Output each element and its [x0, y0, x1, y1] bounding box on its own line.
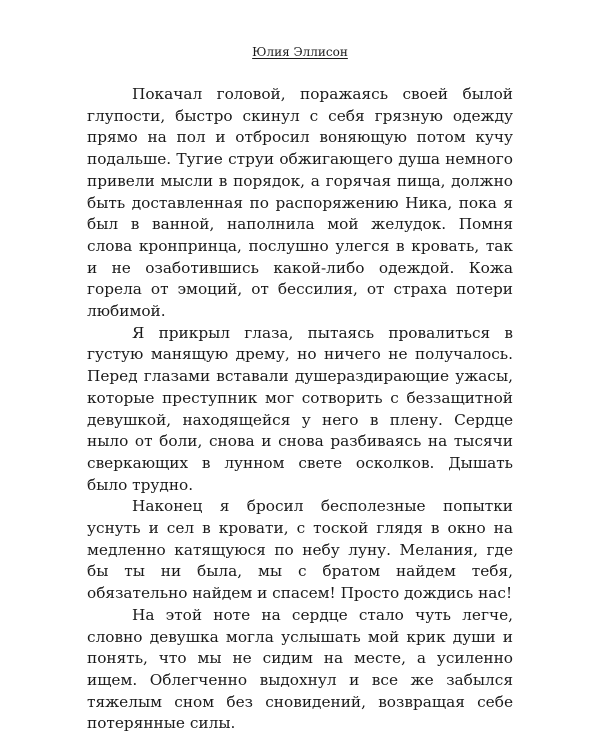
paragraph-4: На этой ноте на сердце стало чуть легче, словно девушка могла услышать мой крик души и понять, что мы не сидим на месте, а усиленно ищем. Облегченно выдохнул и все же забылся тяжелым сном без сновидений, возвращая себе потерянные силы.	[87, 605, 513, 733]
running-header-author: Юлия Эллисон	[252, 45, 348, 59]
paragraph-3: Наконец я бросил бесполезные попытки уснуть и сел в кровати, с тоской глядя в окно на медленно катящуюся по небу луну. Мелания, где бы ты ни была, мы с братом найдем тебя, обязательно найдем и спасем! Просто дождись нас!	[87, 497, 513, 603]
paragraph-1: Покачал головой, поражаясь своей былой глупости, быстро скинул с себя грязную одежду прямо на пол и отбросил воняющую потом кучу подальше. Тугие струи обжигающего душа немного привели мысли в порядок, а горячая пища, должно быть доставленная по распоряжению Ника, пока я был в ванной, наполнила мой желудок. Помня слова кронпринца, послушно улегся в кровать, так и не озаботившись какой-либо одеждой. Кожа горела от эмоций, от бессилия, от страха потери любимой.	[87, 85, 513, 321]
body-text	[87, 84, 513, 735]
paragraph-2: Я прикрыл глаза, пытаясь провалиться в густую манящую дрему, но ничего не получалось. Перед глазами вставали душераздирающие ужасы, которые преступник мог сотворить с беззащитной девушкой, находящейся у него в плену. Сердце ныло от боли, снова и снова разбиваясь на тысячи сверкающих в лунном свете осколков. Дышать было трудно.	[87, 323, 513, 494]
